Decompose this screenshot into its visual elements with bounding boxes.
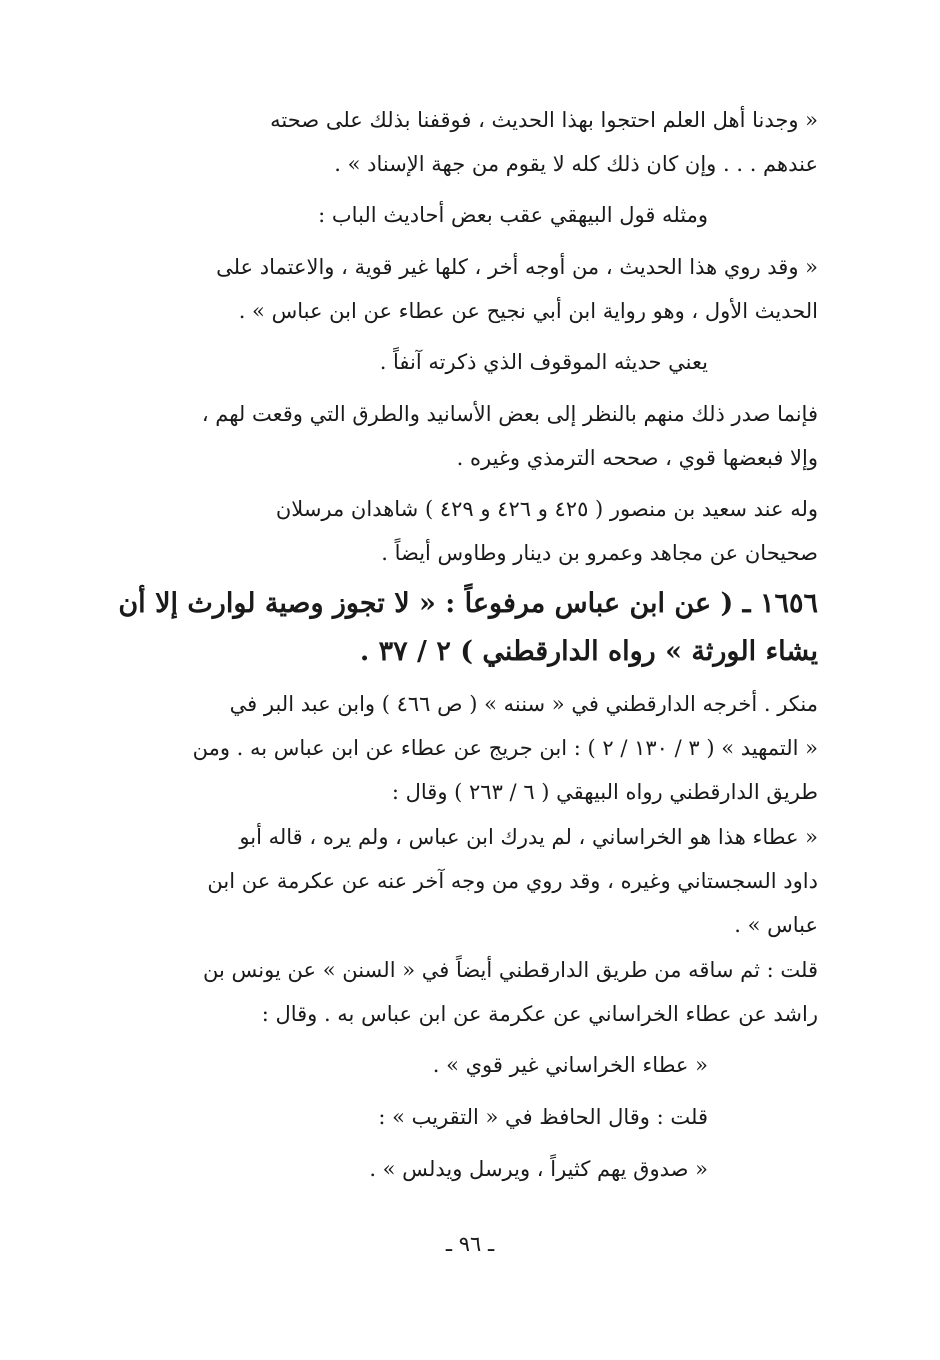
hadith-line: يشاء الورثة » رواه الدارقطني ) ٢ / ٣٧ . bbox=[359, 636, 818, 667]
paragraph-verdict bbox=[142, 682, 818, 814]
text-line: صحيحان عن مجاهد وعمرو بن دينار وطاوس أيضاً . bbox=[381, 541, 818, 565]
text-line: وله عند سعيد بن منصور ( ٤٢٥ و ٤٢٦ و ٤٢٩ ) شاهدان مرسلان bbox=[275, 497, 818, 521]
text-line: فإنما صدر ذلك منهم بالنظر إلى بعض الأسانيد والطرق التي وقعت لهم ، bbox=[201, 402, 818, 426]
paragraph-quote-5: « صدوق يهم كثيراً ، ويرسل ويدلس » . bbox=[369, 1157, 708, 1181]
paragraph-quote-4: « عطاء الخراساني غير قوي » . bbox=[432, 1053, 708, 1077]
paragraph-commentary bbox=[142, 948, 818, 1036]
paragraph-note: يعني حديثه الموقوف الذي ذكرته آنفاً . bbox=[379, 350, 708, 374]
text-line: الحديث الأول ، وهو رواية ابن أبي نجيح عن عطاء عن ابن عباس » . bbox=[238, 299, 818, 323]
paragraph-commentary-2: قلت : وقال الحافظ في « التقريب » : bbox=[378, 1105, 708, 1129]
text-line: « وجدنا أهل العلم احتجوا بهذا الحديث ، فوقفنا بذلك على صحته bbox=[270, 108, 818, 132]
text-line: منكر . أخرجه الدارقطني في « سننه » ( ص ٤٦٦ ) وابن عبد البر في bbox=[229, 692, 818, 716]
text-line: داود السجستاني وغيره ، وقد روي من وجه آخر عنه عن عكرمة عن ابن bbox=[207, 869, 818, 893]
paragraph-explanation bbox=[142, 392, 818, 480]
text-line: « عطاء هذا هو الخراساني ، لم يدرك ابن عباس ، ولم يره ، قاله أبو bbox=[239, 825, 818, 849]
paragraph-quote-1 bbox=[142, 98, 818, 186]
hadith-heading bbox=[118, 580, 818, 676]
text-line: راشد عن عطاء الخراساني عن عكرمة عن ابن عباس به . وقال : bbox=[261, 1002, 818, 1026]
text-line: طريق الدارقطني رواه البيهقي ( ٦ / ٢٦٣ ) وقال : bbox=[391, 780, 818, 804]
page-number: ـ ٩٦ ـ bbox=[445, 1232, 495, 1256]
paragraph-quote-3 bbox=[142, 815, 818, 947]
text-line: « وقد روي هذا الحديث ، من أوجه أخر ، كلها غير قوية ، والاعتماد على bbox=[216, 255, 818, 279]
text-line: « التمهيد » ( ٣ / ١٣٠ / ٢ ) : ابن جريج عن عطاء عن ابن عباس به . ومن bbox=[192, 736, 818, 760]
hadith-line: ١٦٥٦ ـ ( عن ابن عباس مرفوعاً : « لا تجوز وصية لوارث إلا أن bbox=[118, 588, 818, 619]
text-line: قلت : ثم ساقه من طريق الدارقطني أيضاً في « السنن » عن يونس بن bbox=[203, 958, 818, 982]
paragraph-quote-2 bbox=[142, 245, 818, 333]
paragraph-intro: ومثله قول البيهقي عقب بعض أحاديث الباب : bbox=[318, 203, 708, 227]
text-line: وإلا فبعضها قوي ، صححه الترمذي وغيره . bbox=[456, 446, 818, 470]
text-line: عباس » . bbox=[734, 913, 818, 937]
paragraph-witnesses bbox=[142, 487, 818, 575]
text-line: عندهم . . . وإن كان ذلك كله لا يقوم من جهة الإسناد » . bbox=[334, 152, 818, 176]
